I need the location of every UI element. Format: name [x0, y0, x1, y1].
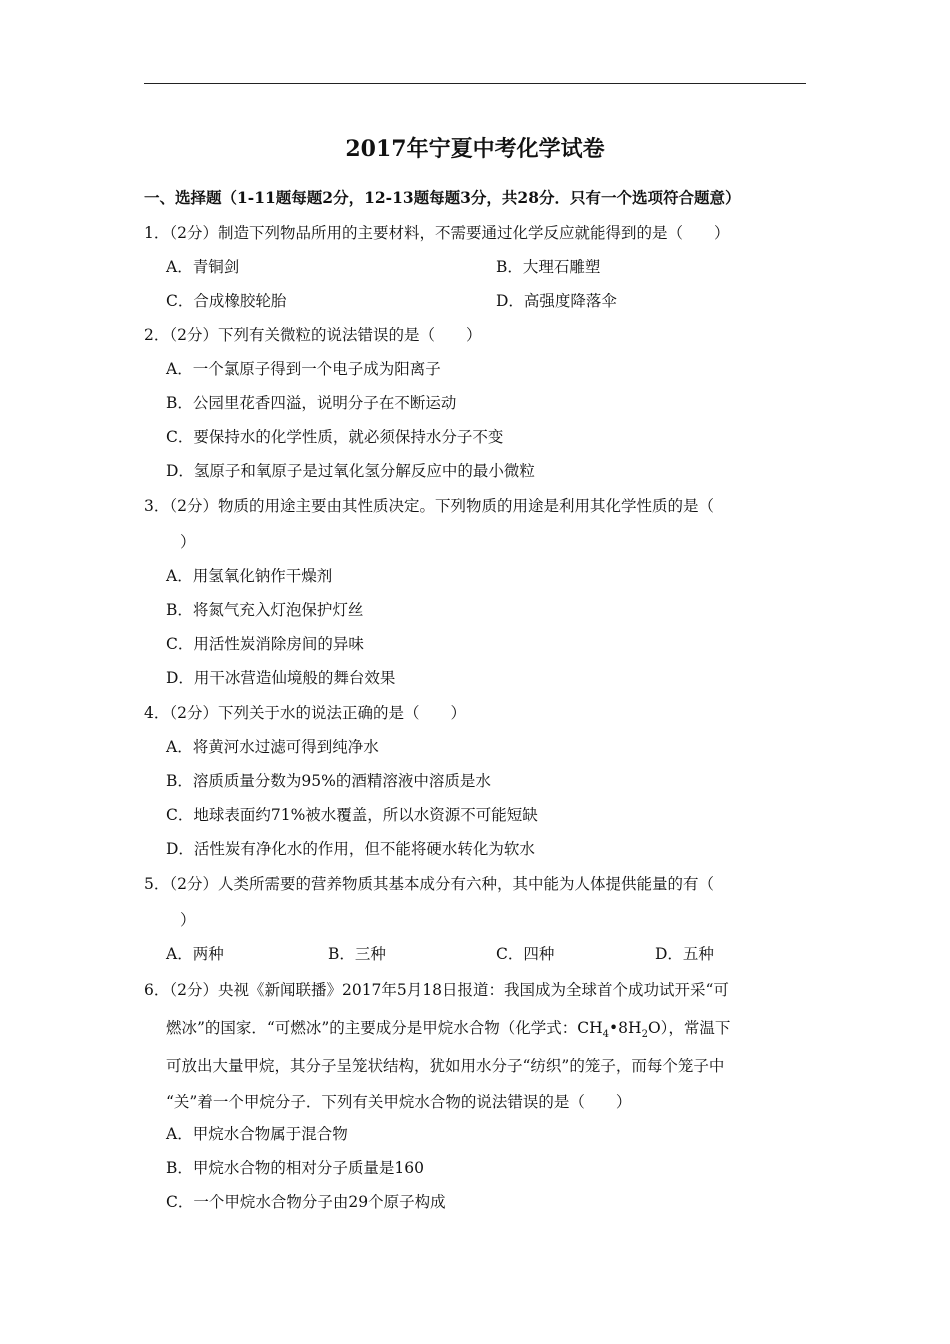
question-1-option-d: D．高强度降落伞 — [496, 292, 617, 310]
question-2-option-b: B．公园里花香四溢，说明分子在不断运动 — [166, 394, 457, 412]
question-3-stem-continued: ） — [180, 533, 196, 551]
question-6-stem-line-2: 燃冰”的国家．“可燃冰”的主要成分是甲烷水合物（化学式：$CH_4•8H_2O$），常温下 — [166, 1019, 731, 1041]
question-5-stem-continued: ） — [180, 911, 196, 929]
page-title: 2017年宁夏中考化学试卷 — [345, 136, 605, 162]
question-6-stem-line-4: “关”着一个甲烷分子．下列有关甲烷水合物的说法错误的是（ ） — [166, 1093, 632, 1111]
question-6-stem-line-1: 6．（2分）央视《新闻联播》2017年5月18日报道：我国成为全球首个成功试开采“可 — [144, 981, 729, 999]
question-1-stem: 1．（2分）制造下列物品所用的主要材料，不需要通过化学反应就能得到的是（ ） — [144, 224, 730, 242]
question-3-option-b: B．将氮气充入灯泡保护灯丝 — [166, 601, 364, 619]
question-5-option-c: C．四种 — [496, 945, 555, 963]
question-6-option-b: B．甲烷水合物的相对分子质量是160 — [166, 1159, 424, 1177]
question-1-option-b: B．大理石雕塑 — [496, 258, 601, 276]
question-6-stem-line-3: 可放出大量甲烷，其分子呈笼状结构，犹如用水分子“纺织”的笼子，而每个笼子中 — [166, 1057, 725, 1075]
question-4-option-d: D．活性炭有净化水的作用，但不能将硬水转化为软水 — [166, 840, 535, 858]
question-3-option-d: D．用干冰营造仙境般的舞台效果 — [166, 669, 396, 687]
question-6-option-c: C．一个甲烷水合物分子由29个原子构成 — [166, 1193, 446, 1211]
question-6-option-a: A．甲烷水合物属于混合物 — [166, 1125, 348, 1143]
question-5-option-b: B．三种 — [328, 945, 386, 963]
question-1-option-c: C．合成橡胶轮胎 — [166, 292, 287, 310]
question-2-option-d: D．氢原子和氧原子是过氧化氢分解反应中的最小微粒 — [166, 462, 535, 480]
question-5-stem: 5．（2分）人类所需要的营养物质其基本成分有六种，其中能为人体提供能量的有（ — [144, 875, 714, 893]
question-4-option-a: A．将黄河水过滤可得到纯净水 — [166, 738, 379, 756]
question-3-option-a: A．用氢氧化钠作干燥剂 — [166, 567, 333, 585]
question-5-option-a: A．两种 — [166, 945, 224, 963]
question-2-stem: 2．（2分）下列有关微粒的说法错误的是（ ） — [144, 326, 482, 344]
question-3-stem: 3．（2分）物质的用途主要由其性质决定。下列物质的用途是利用其化学性质的是（ — [144, 497, 714, 515]
question-4-option-b: B．溶质质量分数为95%的酒精溶液中溶质是水 — [166, 772, 491, 790]
question-3-option-c: C．用活性炭消除房间的异味 — [166, 635, 364, 653]
question-2-option-a: A．一个氯原子得到一个电子成为阳离子 — [166, 360, 441, 378]
section-heading: 一、选择题（1-11题每题2分，12-13题每题3分，共28分．只有一个选项符合题意） — [144, 188, 741, 207]
question-5-option-d: D．五种 — [655, 945, 714, 963]
question-4-option-c: C．地球表面约71%被水覆盖，所以水资源不可能短缺 — [166, 806, 538, 824]
question-4-stem: 4．（2分）下列关于水的说法正确的是（ ） — [144, 704, 466, 722]
header-rule — [144, 83, 806, 84]
question-1-option-a: A．青铜剑 — [166, 258, 240, 276]
question-2-option-c: C．要保持水的化学性质，就必须保持水分子不变 — [166, 428, 504, 446]
